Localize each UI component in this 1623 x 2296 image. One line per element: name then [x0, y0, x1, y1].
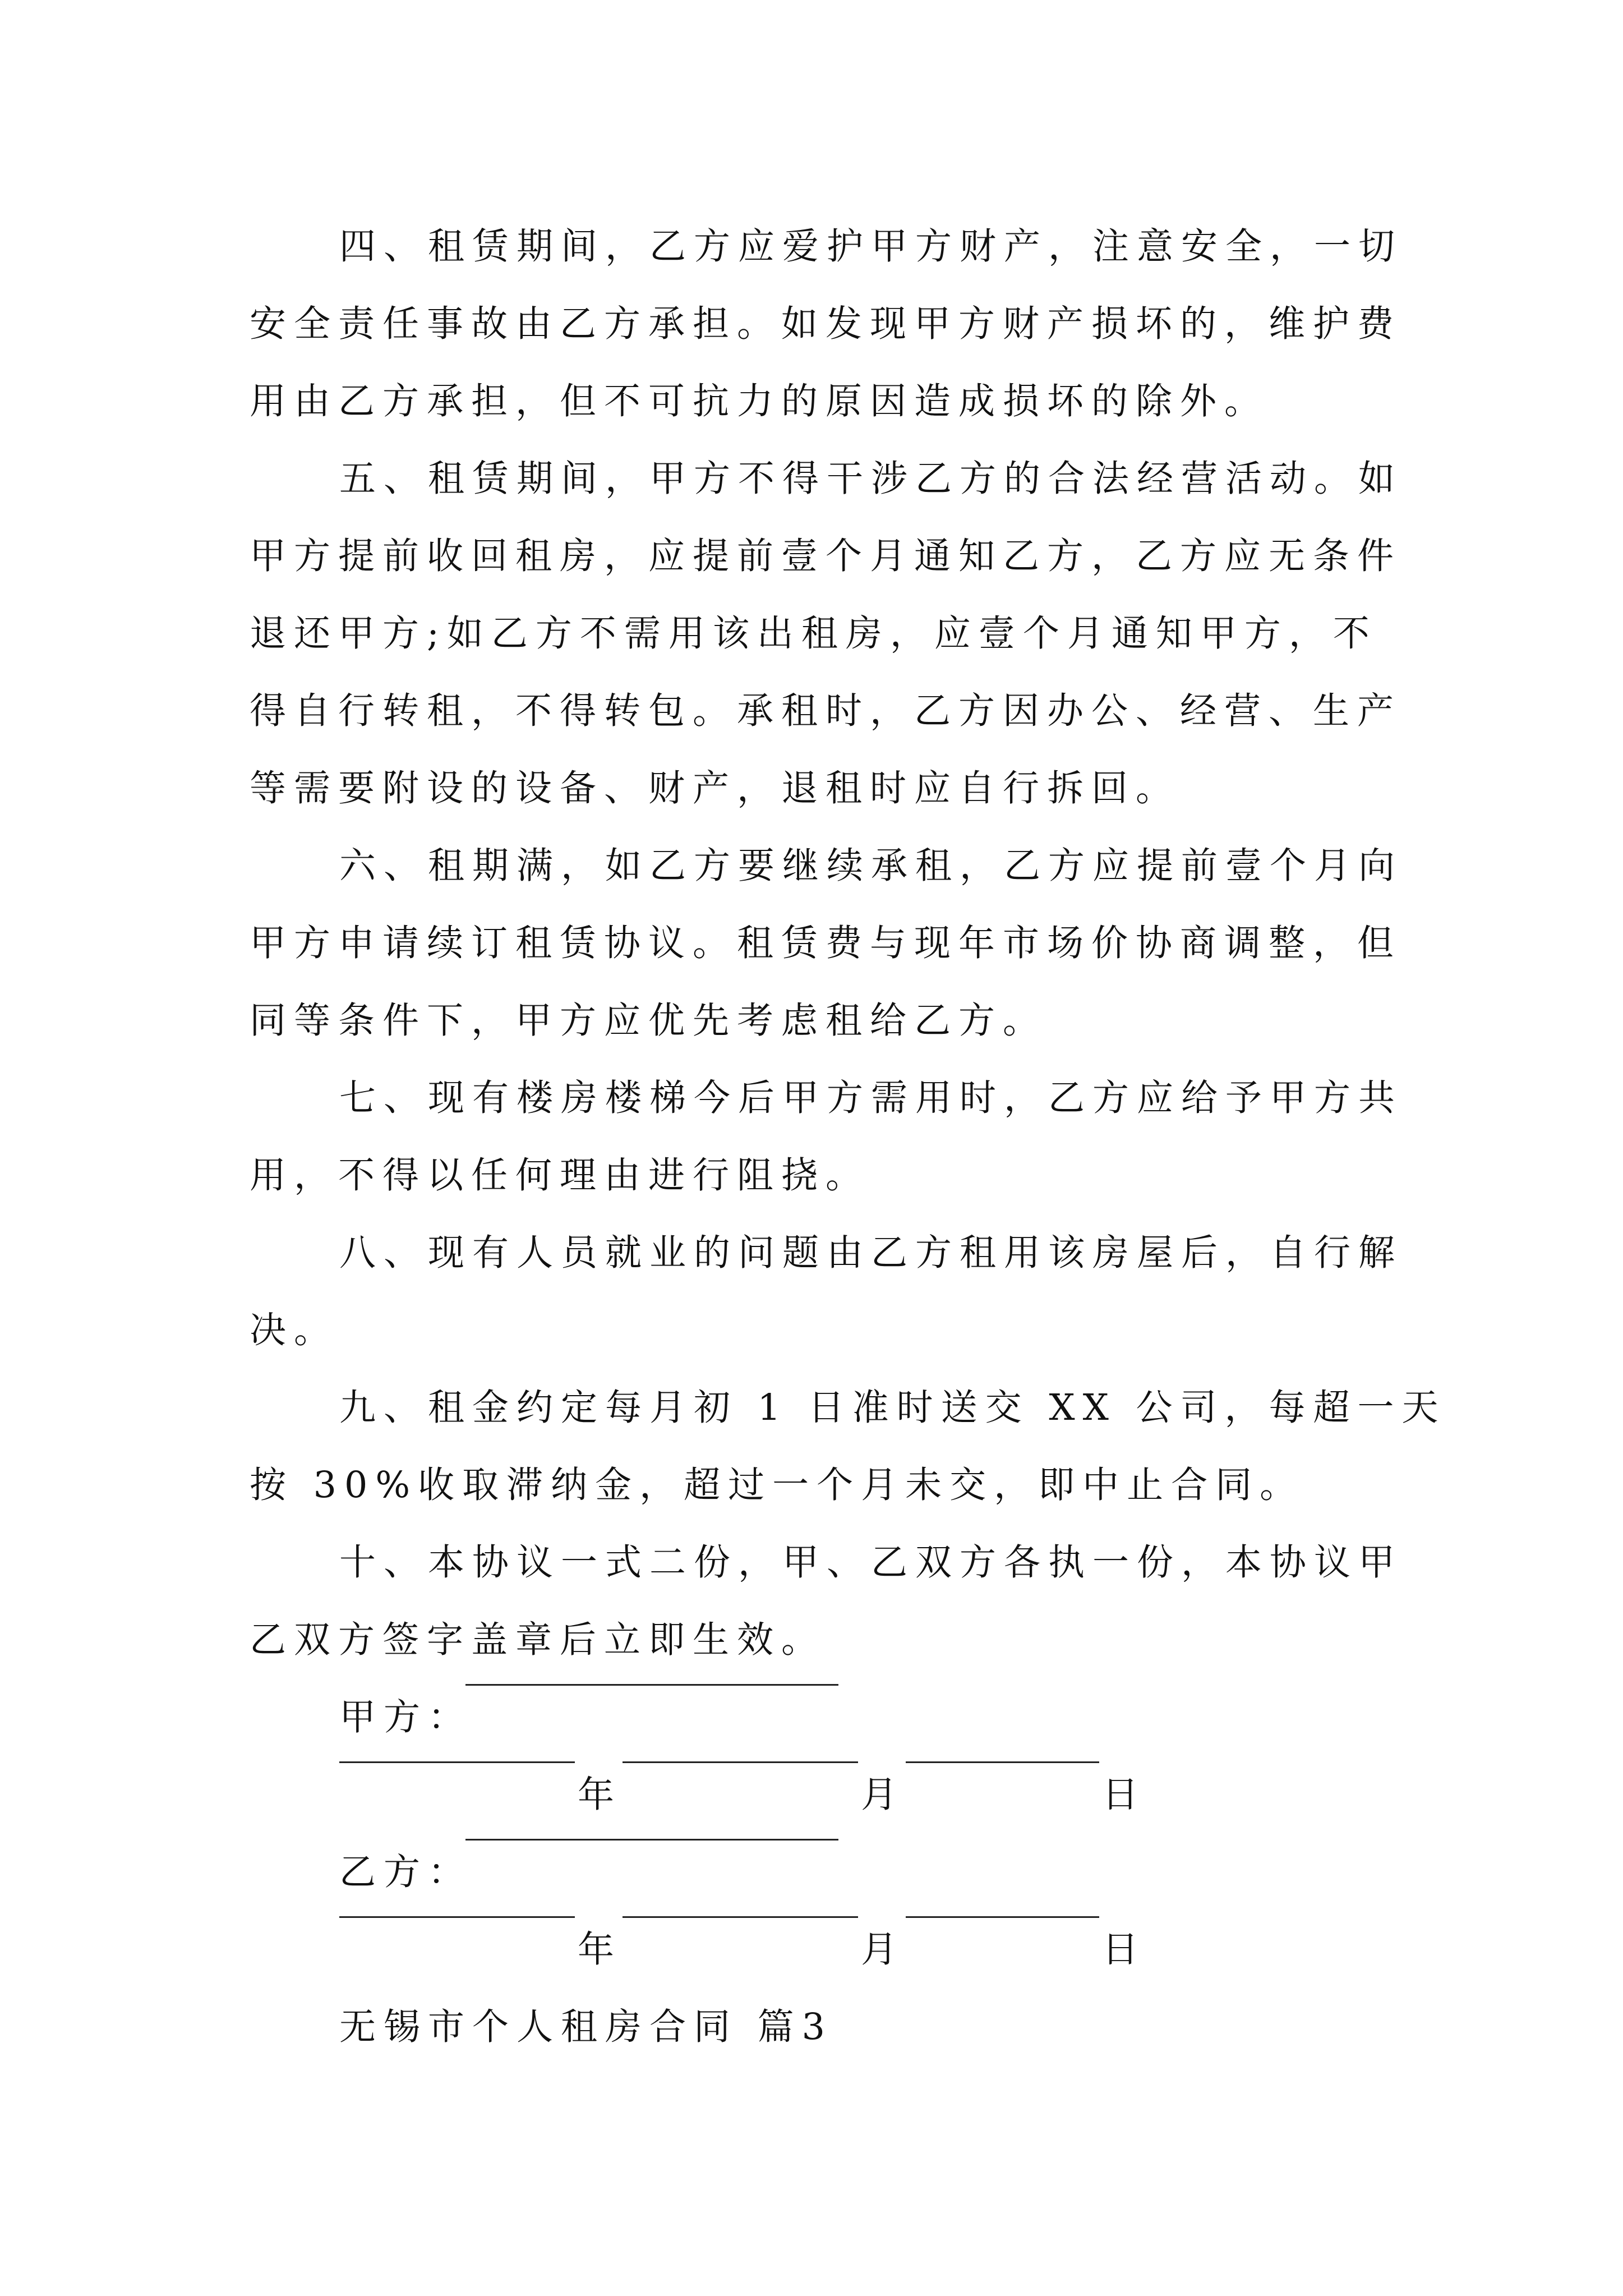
party-a-day-blank[interactable]: [906, 1761, 1099, 1763]
paragraph-10-line-1: 十、本协议一式二份，甲、乙双方各执一份，本协议甲: [339, 1542, 1403, 1584]
paragraph-5-line-5: 等需要附设的设备、财产，退租时应自行拆回。: [250, 767, 1181, 809]
paragraph-8-line-2: 决。: [250, 1309, 339, 1351]
party-a-blank[interactable]: [465, 1684, 838, 1686]
party-b-day-label: 日: [1102, 1929, 1147, 1971]
party-a-month-blank[interactable]: [623, 1761, 858, 1763]
party-b-year-label: 年: [578, 1929, 623, 1971]
paragraph-5-line-2: 甲方提前收回租房，应提前壹个月通知乙方，乙方应无条件: [250, 535, 1402, 577]
paragraph-5-line-1: 五、租赁期间，甲方不得干涉乙方的合法经营活动。如: [339, 458, 1403, 500]
paragraph-7-line-1: 七、现有楼房楼梯今后甲方需用时，乙方应给予甲方共: [339, 1077, 1403, 1119]
party-b-month-label: 月: [861, 1929, 906, 1971]
party-b-date-line: [0, 1916, 1623, 1984]
party-b-blank[interactable]: [465, 1839, 838, 1841]
paragraph-10-line-2: 乙双方签字盖章后立即生效。: [250, 1619, 826, 1661]
paragraph-8-line-1: 八、现有人员就业的问题由乙方租用该房屋后，自行解: [339, 1232, 1403, 1274]
paragraph-6-line-3: 同等条件下，甲方应优先考虑租给乙方。: [250, 1000, 1048, 1042]
party-a-year-label: 年: [578, 1774, 623, 1816]
paragraph-5-line-4: 得自行转租，不得转包。承租时，乙方因办公、经营、生产: [250, 690, 1402, 732]
paragraph-4-line-1: 四、租赁期间，乙方应爱护甲方财产，注意安全，一切: [339, 226, 1403, 268]
party-a-year-blank[interactable]: [339, 1761, 575, 1763]
party-b-year-blank[interactable]: [339, 1916, 575, 1918]
party-b-day-blank[interactable]: [906, 1916, 1099, 1918]
party-a-signature-line: [0, 1684, 1623, 1751]
paragraph-9-line-2: 按 30%收取滞纳金，超过一个月未交，即中止合同。: [250, 1464, 1304, 1506]
party-a-month-label: 月: [861, 1774, 906, 1816]
section-title: 无锡市个人租房合同 篇3: [339, 2006, 833, 2048]
paragraph-4-line-3: 用由乙方承担，但不可抗力的原因造成损坏的除外。: [250, 380, 1269, 422]
paragraph-6-line-2: 甲方申请续订租赁协议。租赁费与现年市场价协商调整，但: [250, 922, 1402, 964]
party-a-label: 甲方：: [339, 1696, 473, 1738]
paragraph-7-line-2: 用，不得以任何理由进行阻挠。: [250, 1154, 870, 1197]
party-a-date-line: [0, 1761, 1623, 1829]
party-b-signature-line: [0, 1839, 1623, 1906]
paragraph-6-line-1: 六、租期满，如乙方要继续承租，乙方应提前壹个月向: [339, 845, 1403, 887]
section-title-line: [0, 1994, 1623, 2061]
party-b-month-blank[interactable]: [623, 1916, 858, 1918]
party-b-label: 乙方：: [339, 1851, 473, 1893]
paragraph-9-line-1: 九、租金约定每月初 1 日准时送交 XX 公司，每超一天: [339, 1387, 1446, 1429]
paragraph-4-line-2: 安全责任事故由乙方承担。如发现甲方财产损坏的，维护费: [250, 303, 1402, 345]
party-a-day-label: 日: [1102, 1774, 1147, 1816]
paragraph-5-line-3: 退还甲方;如乙方不需用该出租房，应壹个月通知甲方，不: [250, 613, 1377, 655]
